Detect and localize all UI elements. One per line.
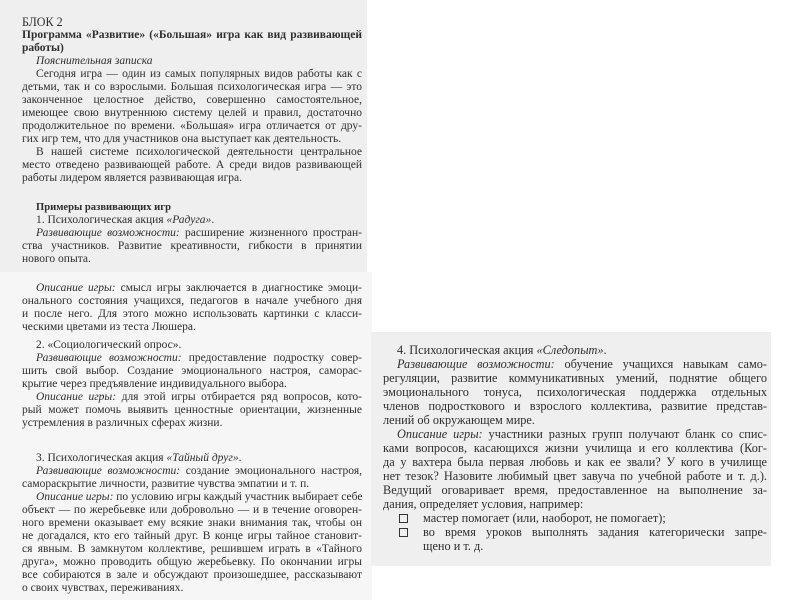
text-line <box>22 282 362 295</box>
text-segment: Пояснительная записка <box>36 55 153 67</box>
text-line <box>383 371 767 385</box>
text-segment: по условию игры каждый участник выбирает себе <box>113 491 363 503</box>
game-3-section <box>22 452 362 595</box>
text-segment: смысл игры заключается в диагностике эмоци- <box>115 282 362 294</box>
text-line <box>22 308 362 321</box>
text-line <box>22 133 362 146</box>
bullet-item <box>383 525 767 553</box>
text-line <box>22 42 362 55</box>
text-line <box>383 497 767 511</box>
text-line <box>383 343 767 357</box>
text-line <box>22 214 362 227</box>
text-line <box>383 469 767 483</box>
text-segment: для этой игры отбирается ряд вопросов, кото- <box>116 391 362 403</box>
text-segment: детьми, так и со взрослыми. Большая психологическая игра — это <box>22 81 362 93</box>
text-segment: нет тезок? Назовите любимый цвет завуча по учебной работе и т. д.). <box>383 469 767 483</box>
text-segment: Программа «Развитие» («Большая» игра как вид развивающей <box>22 29 362 41</box>
bullet-item <box>383 511 767 525</box>
body-paragraph <box>22 452 362 465</box>
text-line <box>22 465 362 478</box>
text-line <box>22 569 362 582</box>
text-segment: продолжительное по времени. «Большая» игра отличается от дру- <box>22 120 362 132</box>
text-segment: эмоционального тонуса, психологическая поддержка отдельных <box>383 385 767 399</box>
text-line <box>383 357 767 371</box>
text-line <box>22 404 362 417</box>
text-line <box>22 16 362 29</box>
text-segment: . <box>238 452 242 464</box>
text-line <box>383 539 767 553</box>
text-line <box>22 504 362 517</box>
text-line <box>383 455 767 469</box>
text-line <box>22 365 362 378</box>
text-segment: регуляции, развитие коммуникативных умений, поднятие общего <box>383 371 767 385</box>
body-paragraph <box>383 357 767 427</box>
intro-section <box>22 16 362 185</box>
label-paragraph <box>22 16 362 29</box>
text-line <box>22 68 362 81</box>
body-paragraph <box>22 68 362 146</box>
text-segment: все собираются в зале и обсуждают произошедшее, рассказывают <box>22 569 362 581</box>
body-paragraph <box>22 352 362 391</box>
text-segment: работы) <box>22 42 64 54</box>
text-segment: друга», можно проводить общую жеребьевку. По окончании игры <box>22 556 362 568</box>
text-segment: расширение жизненного простран- <box>179 227 362 239</box>
italic-lead-text: «Тайный друг» <box>166 452 239 464</box>
text-line <box>22 94 362 107</box>
text-line <box>22 81 362 94</box>
text-segment: законченное целостное действо, совершенно самостоятельное, <box>22 94 362 106</box>
text-line <box>383 385 767 399</box>
text-line <box>383 511 767 525</box>
text-line <box>22 491 362 504</box>
text-segment: создание эмоционального настроя, <box>180 465 362 477</box>
body-paragraph <box>22 146 362 185</box>
body-paragraph <box>383 427 767 511</box>
italic-lead-text: Описание игры: <box>36 391 117 403</box>
text-segment: мастер помогает (или, наоборот, не помогает); <box>423 511 666 525</box>
text-segment: 3. Психологическая акция <box>36 452 167 464</box>
text-segment: самораскрытие личности, развитие чувства эмпатии и т. п. <box>22 478 310 490</box>
text-segment: ства участников. Развитие креативности, гибкости в принятии <box>22 240 362 252</box>
body-paragraph <box>22 491 362 595</box>
text-line <box>383 525 767 539</box>
italic-lead-text: Развивающие возможности: <box>36 465 181 477</box>
text-line <box>22 107 362 120</box>
text-segment: место отведено развивающей работе. А среди видов развивающей <box>22 159 362 171</box>
text-line <box>22 352 362 365</box>
text-segment: онального состояния учащихся, педагогов в начале учебного дня <box>22 295 362 307</box>
text-line <box>22 391 362 404</box>
text-segment: предоставление подростку совер- <box>181 352 362 364</box>
text-line <box>22 530 362 543</box>
text-line <box>22 556 362 569</box>
text-segment: и после него. Для этого можно использовать картинки с класси- <box>22 308 362 320</box>
title-paragraph <box>22 29 362 55</box>
text-line <box>383 399 767 413</box>
scan-fragment-top-left <box>0 0 367 272</box>
body-paragraph <box>22 214 362 227</box>
text-segment: БЛОК 2 <box>22 15 63 29</box>
text-line <box>22 295 362 308</box>
text-line <box>22 240 362 253</box>
body-paragraph <box>22 227 362 266</box>
text-segment: имеющее свою внутреннюю систему целей и правил, достаточно <box>22 107 362 119</box>
text-segment: . <box>211 214 215 226</box>
scan-fragment-bottom-left <box>0 272 372 600</box>
text-segment: о своих чувствах, переживаниях. <box>22 582 184 594</box>
text-line <box>22 172 362 185</box>
text-segment: ся явным. В замкнутом коллективе, решившем играть в «Тайного <box>22 543 362 555</box>
italic-lead-text: Описание игры: <box>36 282 116 294</box>
text-segment: членов подросткового и взрослого коллектива, развитие представ- <box>383 399 767 413</box>
text-segment: ческими цветами из теста Люшера. <box>22 321 196 333</box>
text-segment: не догадался, кто его тайный друг. В конце игры тайное становит- <box>22 530 362 542</box>
body-paragraph <box>22 465 362 491</box>
text-segment: объект — по жеребьевке или добровольно — и в течение оговорен- <box>22 504 362 516</box>
text-segment: рый может помочь выявить ценностные ориентации, жизненные <box>22 404 362 416</box>
text-line <box>383 413 767 427</box>
text-segment: 2. «Социологический опрос». <box>36 339 182 351</box>
game-2-section <box>22 339 362 430</box>
text-segment: . <box>603 343 607 357</box>
text-line <box>22 321 362 334</box>
text-line <box>22 378 362 391</box>
text-line <box>383 483 767 497</box>
text-segment: Сегодня игра — один из самых популярных видов работы как с <box>36 68 362 80</box>
text-segment: да у вахтера была первая любовь и как ее звали? У кого в училище <box>383 455 767 469</box>
text-segment: во время уроков выполнять задания категорически запре- <box>423 525 767 539</box>
text-line <box>22 478 362 491</box>
text-segment: Примеры развивающих игр <box>36 202 171 213</box>
text-line <box>22 55 362 68</box>
text-line <box>22 29 362 42</box>
text-line <box>22 543 362 556</box>
body-paragraph <box>22 339 362 352</box>
text-line <box>383 427 767 441</box>
text-line <box>22 253 362 266</box>
text-line <box>22 201 362 214</box>
text-line <box>22 517 362 530</box>
examples-section <box>22 201 362 266</box>
text-segment: участники разных групп получают бланк со спис- <box>482 427 767 441</box>
text-segment: шить свой выбор. Создание эмоционального настроя, саморас- <box>22 365 362 377</box>
italic-lead-text: Описание игры: <box>397 427 483 441</box>
text-line <box>22 227 362 240</box>
text-line <box>22 582 362 595</box>
italic-lead-text: «Радуга» <box>166 214 212 226</box>
italic-lead-text: Развивающие возможности: <box>36 227 180 239</box>
text-segment: В нашей системе психологической деятельности центральное <box>36 146 362 158</box>
text-segment: Ведущий оговаривает время, предоставленное на выполнение за- <box>383 483 767 497</box>
text-segment: крытие через предъявление индивидуального выбора. <box>22 378 287 390</box>
text-segment: щено и т. д. <box>423 539 484 553</box>
text-line <box>22 417 362 430</box>
text-segment: ного времени оказывает ему всякие знаки внимания так, чтобы он <box>22 517 362 529</box>
text-segment: нового опыта. <box>22 253 91 265</box>
scan-fragment-right <box>371 332 771 566</box>
heading-paragraph <box>22 201 362 214</box>
body-paragraph <box>22 282 362 334</box>
body-paragraph <box>383 343 767 357</box>
text-line <box>383 441 767 455</box>
game-1-description <box>22 282 362 334</box>
text-segment: обучение учащихся навыкам само- <box>554 357 767 371</box>
italic-lead-text: Развивающие возможности: <box>36 352 182 364</box>
subtitle-paragraph <box>22 55 362 68</box>
text-segment: устремления в различных сферах жизни. <box>22 417 223 429</box>
checkbox-bullet-icon <box>399 528 408 537</box>
text-segment: работы лидером является развивающая игра. <box>22 172 243 184</box>
text-segment: гих игр тем, что для участников она выступает как деятельность. <box>22 133 342 145</box>
text-segment: лений об окружающем мире. <box>383 413 535 427</box>
text-segment: 4. Психологическая акция <box>397 343 537 357</box>
italic-lead-text: Развивающие возможности: <box>397 357 555 371</box>
text-line <box>22 339 362 352</box>
text-line <box>22 452 362 465</box>
game-4-section <box>383 343 767 553</box>
text-segment: ками вопросов, касающихся жизни училища и его коллектива (Ког- <box>383 441 767 455</box>
checkbox-bullet-icon <box>399 514 408 523</box>
text-line <box>22 159 362 172</box>
text-segment: дания, определяет условия, например: <box>383 497 584 511</box>
body-paragraph <box>22 391 362 430</box>
italic-lead-text: «Следопыт» <box>536 343 604 357</box>
text-line <box>22 120 362 133</box>
text-line <box>22 146 362 159</box>
text-segment: 1. Психологическая акция <box>36 214 167 226</box>
italic-lead-text: Описание игры: <box>36 491 114 503</box>
